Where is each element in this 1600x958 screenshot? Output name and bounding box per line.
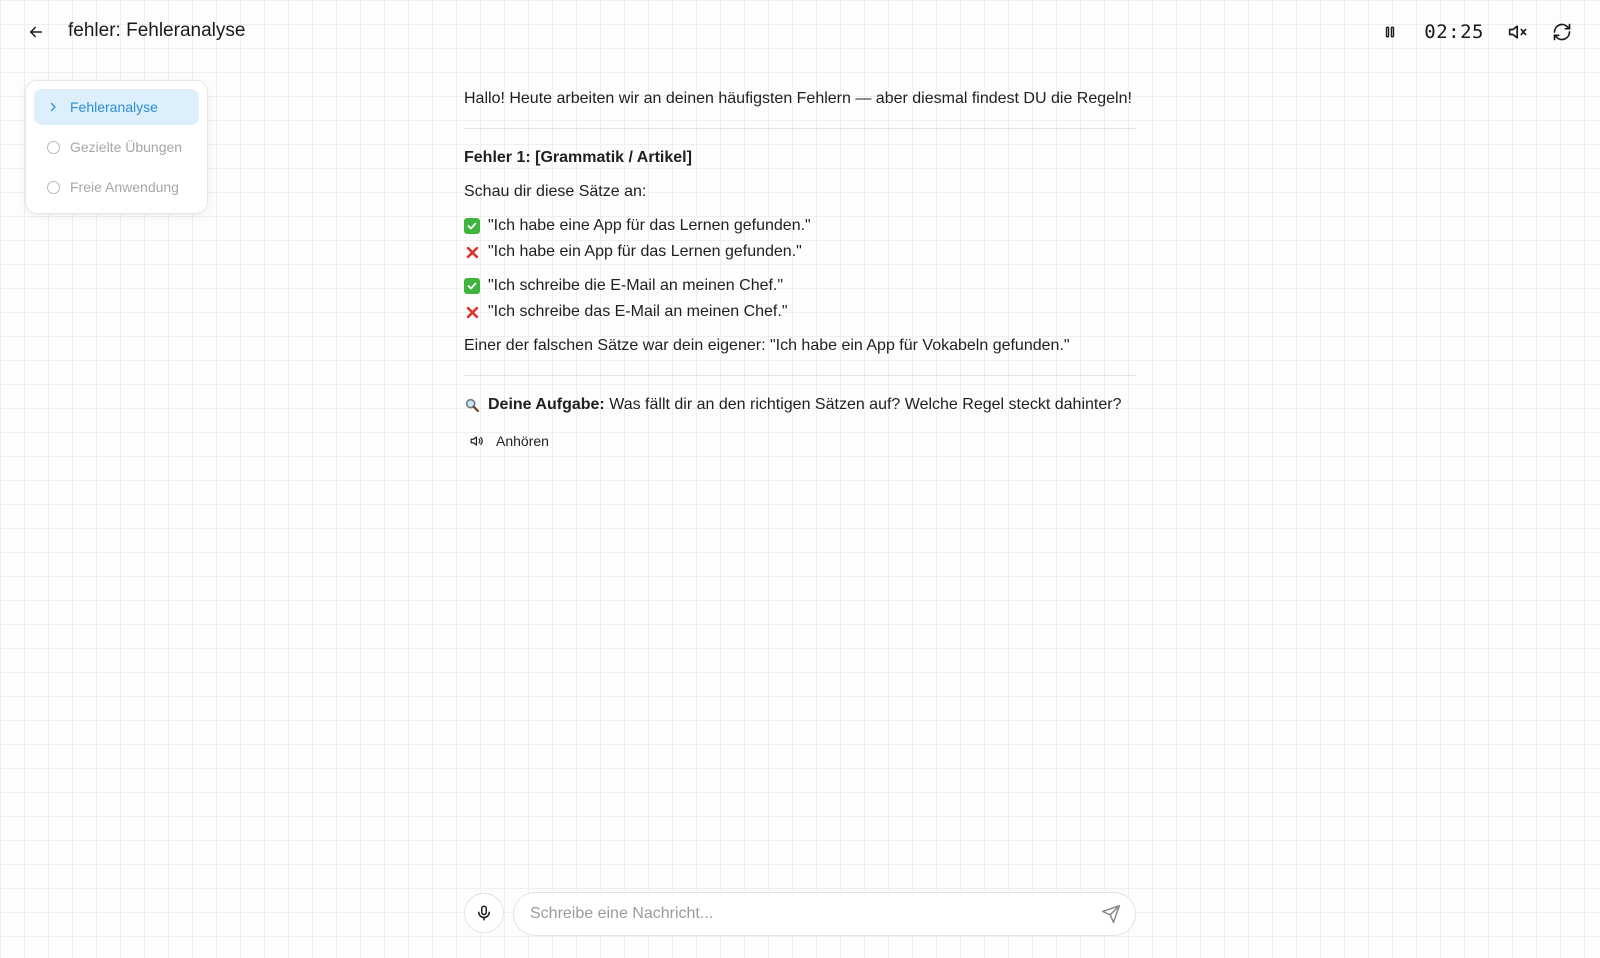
microphone-icon xyxy=(475,904,493,922)
divider xyxy=(464,375,1136,376)
session-controls xyxy=(1374,16,1578,48)
example-pair xyxy=(464,213,1136,265)
example-pair xyxy=(464,273,1136,325)
correct-sentence: "Ich schreibe die E-Mail an meinen Chef." xyxy=(488,277,784,294)
intro-text: Hallo! Heute arbeiten wir an deinen häufigsten Fehlern — aber diesmal findest DU die Regeln! xyxy=(464,90,1132,107)
check-mark-icon xyxy=(464,218,480,234)
message-box xyxy=(513,892,1136,936)
divider xyxy=(464,128,1136,129)
mute-button[interactable] xyxy=(1502,16,1534,48)
magnifier-icon xyxy=(464,397,480,413)
restart-button[interactable] xyxy=(1546,16,1578,48)
correct-sentence: "Ich habe eine App für das Lernen gefunden." xyxy=(488,217,811,234)
circle-icon xyxy=(46,140,60,154)
prompt-text: Schau dir diese Sätze an: xyxy=(464,183,647,200)
cross-mark-icon xyxy=(464,304,480,320)
send-icon xyxy=(1101,904,1121,924)
speaker-icon xyxy=(470,433,486,449)
task-text: Was fällt dir an den richtigen Sätzen auf? Welche Regel steckt dahinter? xyxy=(604,396,1122,413)
wrong-sentence: "Ich schreibe das E-Mail an meinen Chef." xyxy=(488,303,788,320)
back-button[interactable] xyxy=(22,18,50,46)
page-title: fehler: Fehleranalyse xyxy=(68,20,246,41)
error-heading: Fehler 1: [Grammatik / Artikel] xyxy=(464,149,692,166)
task-line xyxy=(464,392,1136,418)
assistant-message xyxy=(464,86,1136,457)
session-timer: 02:25 xyxy=(1424,21,1484,43)
circle-icon xyxy=(46,180,60,194)
send-button[interactable] xyxy=(1099,902,1123,926)
volume-muted-icon xyxy=(1508,22,1528,42)
step-item-gezielte-uebungen[interactable] xyxy=(34,129,199,165)
message-input[interactable] xyxy=(530,893,1090,935)
cross-mark-icon xyxy=(464,244,480,260)
step-navigator xyxy=(25,80,208,214)
step-item-freie-anwendung[interactable] xyxy=(34,169,199,205)
pause-button[interactable] xyxy=(1374,16,1406,48)
step-label: Fehleranalyse xyxy=(70,99,158,115)
pause-icon xyxy=(1383,25,1397,39)
microphone-button[interactable] xyxy=(464,893,504,933)
listen-button[interactable] xyxy=(470,428,549,454)
top-bar xyxy=(0,0,1600,64)
step-label: Freie Anwendung xyxy=(70,179,179,195)
own-sentence-note: Einer der falschen Sätze war dein eigener: "Ich habe ein App für Vokabeln gefunden." xyxy=(464,337,1070,354)
task-label: Deine Aufgabe: xyxy=(488,396,605,413)
arrow-left-icon xyxy=(27,23,45,41)
step-item-fehleranalyse[interactable] xyxy=(34,89,199,125)
message-composer xyxy=(464,893,1136,937)
check-mark-icon xyxy=(464,278,480,294)
refresh-icon xyxy=(1552,22,1572,42)
chevron-right-icon xyxy=(46,100,60,114)
step-label: Gezielte Übungen xyxy=(70,139,183,155)
listen-label: Anhören xyxy=(496,433,549,449)
wrong-sentence: "Ich habe ein App für das Lernen gefunden." xyxy=(488,243,802,260)
